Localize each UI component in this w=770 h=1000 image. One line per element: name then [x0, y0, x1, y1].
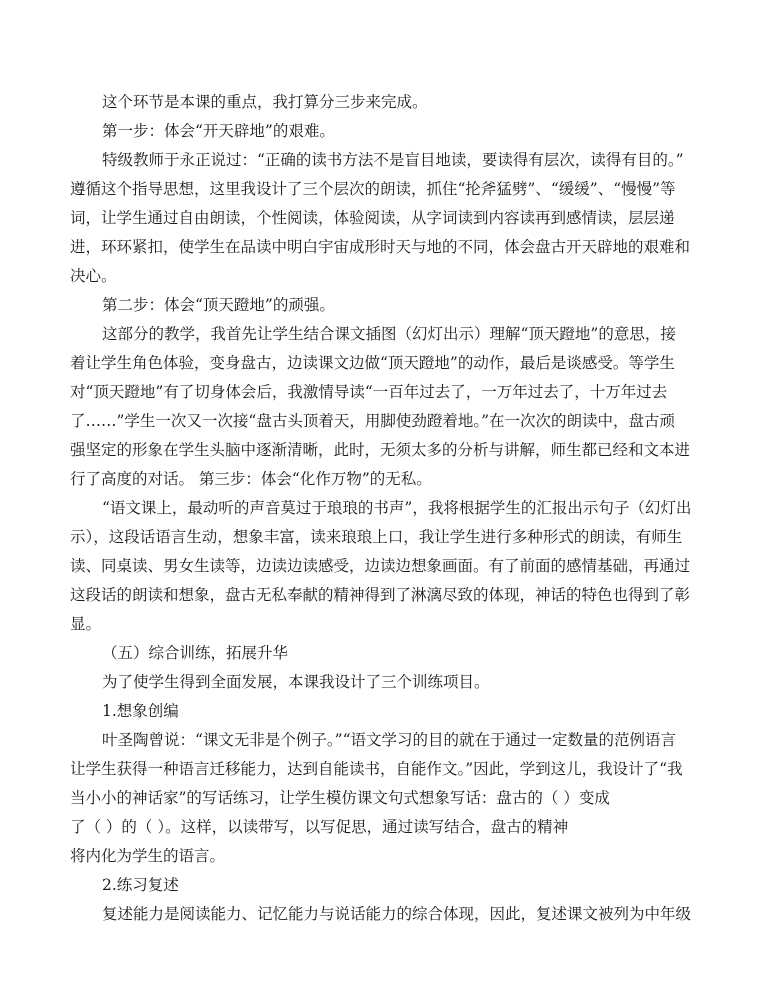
paragraph-line: 行了高度的对话。 第三步：体会“化作万物”的无私。	[70, 470, 432, 488]
paragraph-line: 这部分的教学，我首先让学生结合课文插图（幻灯出示）理解“顶天蹬地”的意思，接	[102, 325, 676, 343]
paragraph-line: 词，让学生通过自由朗读，个性阅读，体验阅读，从字词读到内容读再到感情读，层层递	[70, 209, 675, 227]
paragraph-line: 进，环环紧扣，使学生在品读中明白宇宙成形时天与地的不同，体会盘古开天辟地的艰难和	[70, 238, 691, 256]
paragraph-line: 读、同桌读、男女生读等，边读边读感受，边读边想象画面。有了前面的感情基础，再通过	[70, 557, 691, 575]
paragraph-line: 遵循这个指导思想，这里我设计了三个层次的朗读，抓住“抡斧猛劈”、“缓缓”、“慢慢”等	[70, 180, 676, 198]
paragraph-line: 特级教师于永正说过：“正确的读书方法不是盲目地读，要读得有层次，读得有目的。”	[102, 151, 684, 169]
paragraph-line: 让学生获得一种语言迁移能力，达到自能读书，自能作文。”因此，学到这儿，我设计了“我	[70, 760, 683, 778]
step-heading: 第二步：体会“顶天蹬地”的顽强。	[102, 296, 335, 314]
paragraph-line: 这个环节是本课的重点，我打算分三步来完成。	[102, 93, 428, 111]
paragraph-line: 这段话的朗读和想象，盘古无私奉献的精神得到了淋漓尽致的体现，神话的特色也得到了彰	[70, 586, 691, 604]
paragraph-line: 对“顶天蹬地”有了切身体会后，我激情导读“一百年过去了，一万年过去了，十万年过去	[70, 383, 668, 401]
paragraph-line: 了……”学生一次又一次接“盘古头顶着天，用脚使劲蹬着地。”在一次次的朗读中，盘古顽	[70, 412, 676, 430]
paragraph-line: 叶圣陶曾说：“课文无非是个例子。”“语文学习的目的就在于通过一定数量的范例语言	[102, 731, 677, 749]
paragraph-line: 当小小的神话家”的写话练习，让学生模仿课文句式想象写话：盘古的（ ）变成	[70, 789, 610, 807]
subsection-heading: 2.练习复述	[102, 876, 179, 894]
paragraph-line: 为了使学生得到全面发展，本课我设计了三个训练项目。	[102, 673, 490, 691]
paragraph-line: 决心。	[70, 267, 117, 285]
paragraph-line: 了（ ）的（ ）。这样，以读带写，以写促思，通过读写结合，盘古的精神	[70, 818, 569, 836]
step-heading: 第一步：体会“开天辟地”的艰难。	[102, 122, 335, 140]
paragraph-line: 复述能力是阅读能力、记忆能力与说话能力的综合体现，因此，复述课文被列为中年级	[102, 905, 692, 923]
paragraph-line: “语文课上，最动听的声音莫过于琅琅的书声”，我将根据学生的汇报出示句子（幻灯出	[102, 499, 692, 517]
paragraph-line: 示），这段话语言生动，想象丰富，读来琅琅上口，我让学生进行多种形式的朗读，有师生	[70, 528, 683, 546]
paragraph-line: 强坚定的形象在学生头脑中逐渐清晰，此时，无须太多的分析与讲解，师生都已经和文本进	[70, 441, 691, 459]
paragraph-line: 将内化为学生的语言。	[70, 847, 226, 865]
subsection-heading: 1.想象创编	[102, 702, 179, 720]
section-heading: （五）综合训练，拓展升华	[102, 644, 289, 662]
paragraph-line: 着让学生角色体验，变身盘古，边读课文边做“顶天蹬地”的动作，最后是谈感受。等学生	[70, 354, 675, 372]
paragraph-line: 显。	[70, 615, 102, 633]
